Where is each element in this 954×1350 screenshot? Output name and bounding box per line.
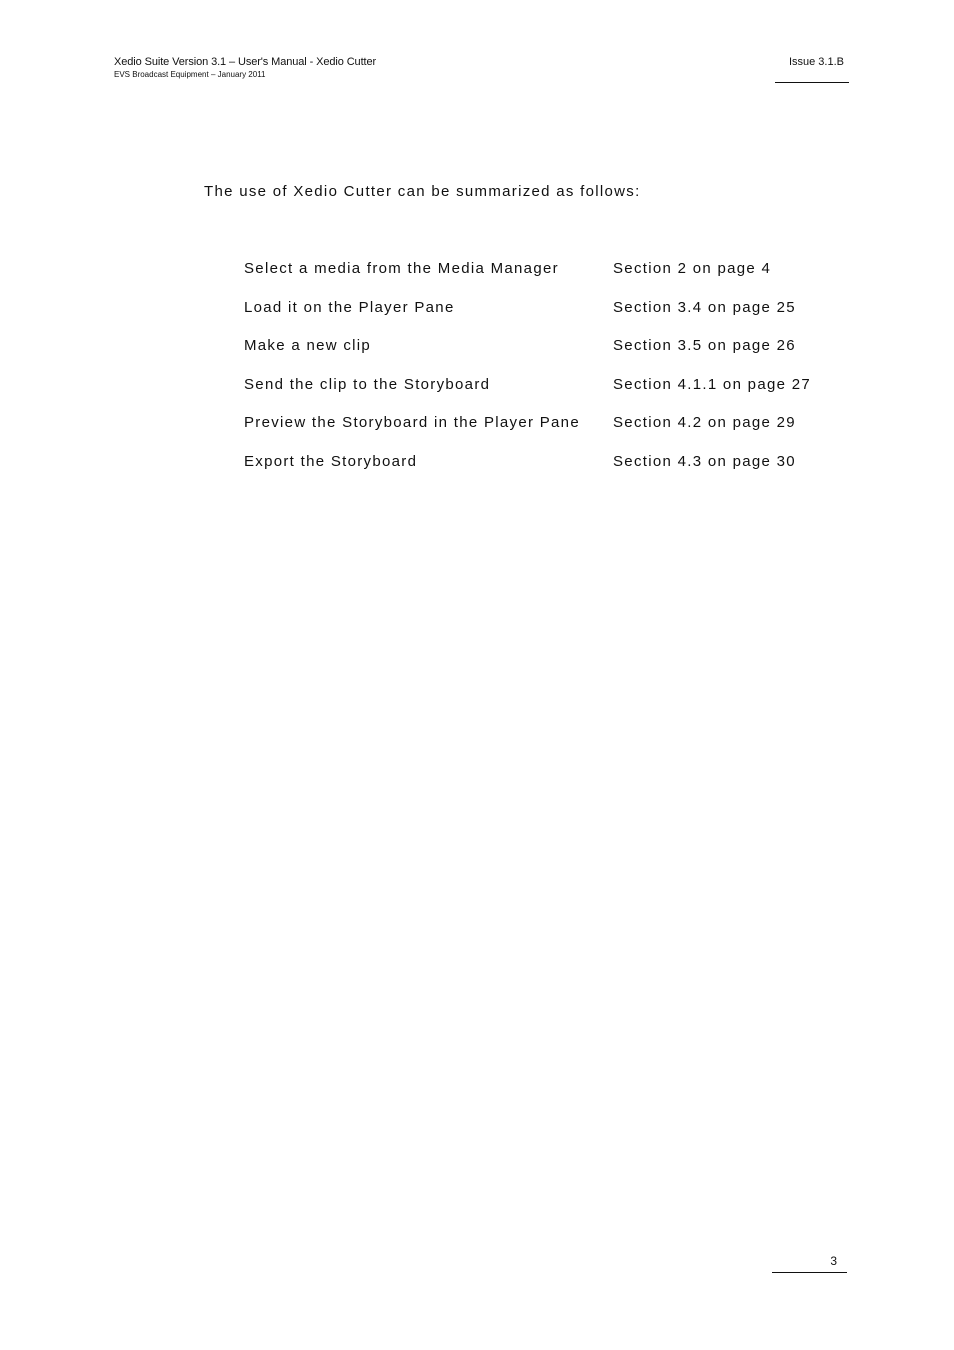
document-title: Xedio Suite Version 3.1 – User's Manual - Xedio Cutter (114, 56, 377, 68)
step-row (244, 453, 844, 492)
intro-paragraph: The use of Xedio Cutter can be summarized as follows: (204, 183, 641, 200)
step-section-reference: Section 2 on page 4 (613, 260, 772, 277)
step-row (244, 414, 844, 453)
document-publisher-date: EVS Broadcast Equipment – January 2011 (114, 70, 266, 79)
step-row (244, 337, 844, 376)
step-label: Make a new clip (244, 337, 372, 355)
footer-rule (772, 1272, 847, 1273)
step-row (244, 299, 844, 338)
workflow-steps-table (244, 260, 844, 492)
step-label: Load it on the Player Pane (244, 298, 455, 316)
issue-label: Issue 3.1.B (788, 56, 844, 68)
step-label: Export the Storyboard (244, 452, 418, 470)
step-label: Send the clip to the Storyboard (244, 375, 491, 393)
step-section-reference: Section 3.5 on page 26 (613, 337, 796, 355)
step-section-reference: Section 4.2 on page 29 (613, 414, 796, 432)
running-header (114, 57, 376, 79)
step-section-reference: Section 4.3 on page 30 (613, 452, 796, 470)
page-number: 3 (830, 1254, 837, 1268)
header-rule (775, 82, 849, 83)
step-section-reference: Section 4.1.1 on page 27 (613, 375, 812, 393)
step-label: Select a media from the Media Manager (244, 260, 559, 277)
step-label: Preview the Storyboard in the Player Pane (244, 414, 580, 432)
step-section-reference: Section 3.4 on page 25 (613, 298, 796, 316)
step-row (244, 260, 844, 299)
step-row (244, 376, 844, 415)
